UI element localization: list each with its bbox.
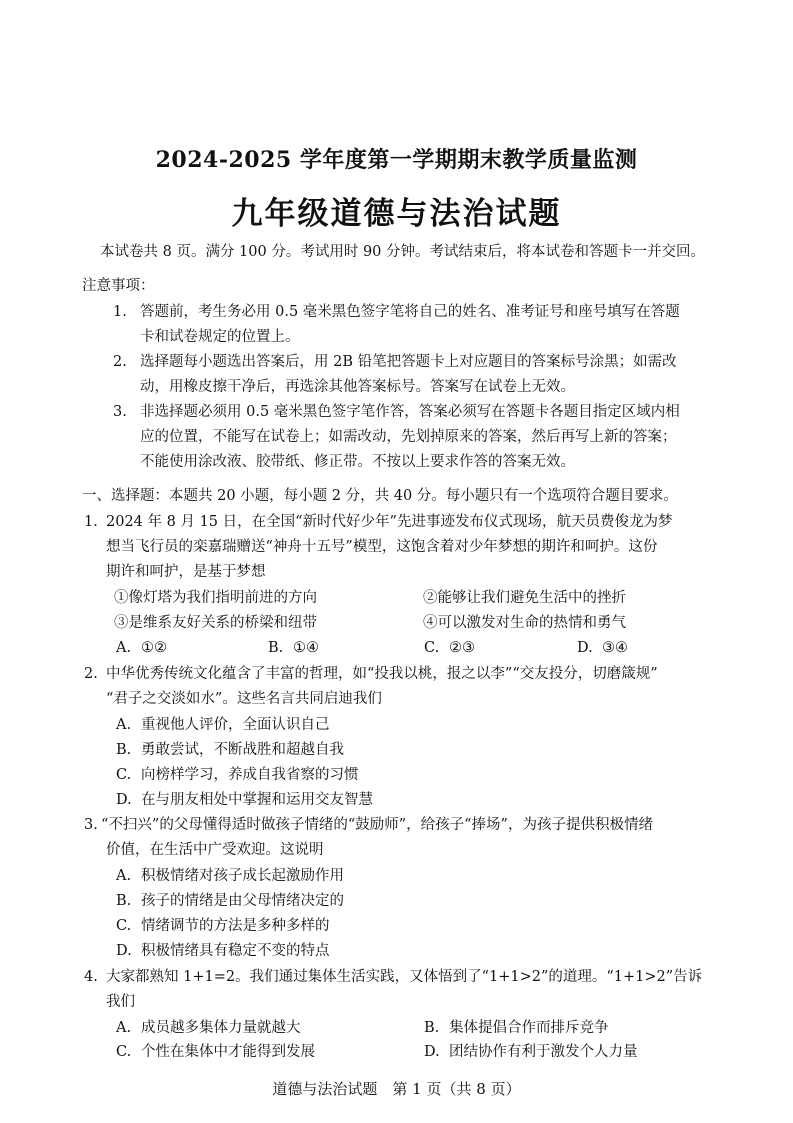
option-label: C. — [424, 640, 440, 656]
option-text: ①④ — [293, 640, 319, 656]
question-number: 1. — [84, 514, 98, 530]
question-stem-line: “不扫兴”的父母懂得适时做孩子情绪的“鼓励师”，给孩子“捧场”，为孩子提供积极情绪 — [101, 817, 653, 833]
question-stem-line: 中华优秀传统文化蕴含了丰富的哲理，如“投我以桃，报之以李”“交友投分，切磨箴规” — [106, 666, 658, 682]
option-label: C. — [116, 1044, 132, 1060]
question-stem-line: “君子之交淡如水”。这些名言共同启迪我们 — [106, 691, 382, 707]
notice-item-number: 3. — [113, 404, 127, 420]
question-number: 4. — [84, 969, 98, 985]
option-text: 成员越多集体力量就越大 — [141, 1020, 301, 1036]
option-text: 在与朋友相处中掌握和运用交友智慧 — [141, 792, 373, 808]
option-label: B. — [116, 742, 132, 758]
question-stem-line: 价值，在生活中广受欢迎。这说明 — [106, 842, 324, 858]
question-stem-line: 期许和呵护，是基于梦想 — [106, 564, 266, 580]
option-label: A. — [116, 640, 132, 656]
option-text: 团结协作有利于激发个人力量 — [449, 1044, 638, 1060]
exam-title: 2024-2025 学年度第一学期期末教学质量监测 — [155, 147, 638, 173]
option-text: 向榜样学习，养成自我省察的习惯 — [141, 767, 359, 783]
option-text: 勇敢尝试，不断战胜和超越自我 — [141, 742, 344, 758]
question-stem-line: 我们 — [106, 994, 135, 1010]
option-label: B. — [116, 893, 132, 909]
question-statement: ②能够让我们避免生活中的挫折 — [423, 590, 626, 606]
question-number: 2. — [84, 666, 98, 682]
option-label: D. — [424, 1044, 440, 1060]
notice-item-number: 2. — [113, 354, 127, 370]
option-text: ①② — [141, 640, 167, 656]
option-text: 重视他人评价，全面认识自己 — [141, 717, 330, 733]
option-label: A. — [116, 868, 132, 884]
notice-item-line: 非选择题必须用 0.5 毫米黑色签字笔作答，答案必须写在答题卡各题目指定区域内相 — [140, 404, 680, 420]
option-label: C. — [116, 918, 132, 934]
option-text: ③④ — [602, 640, 628, 656]
option-text: 孩子的情绪是由父母情绪决定的 — [141, 893, 344, 909]
question-stem-line: 想当飞行员的栾嘉瑞赠送“神舟十五号”模型，这饱含着对少年梦想的期许和呵护。这份 — [106, 539, 658, 555]
option-text: ②③ — [449, 640, 475, 656]
option-label: A. — [116, 717, 132, 733]
question-number: 3. — [84, 817, 98, 833]
option-label: D. — [577, 640, 593, 656]
page-footer: 道德与法治试题 第 1 页（共 8 页） — [272, 1080, 521, 1098]
option-label: D. — [116, 792, 132, 808]
notice-heading: 注意事项： — [82, 278, 155, 294]
notice-item-line: 不能使用涂改液、胶带纸、修正带。不按以上要求作答的答案无效。 — [140, 454, 575, 470]
option-label: A. — [116, 1020, 132, 1036]
option-text: 情绪调节的方法是多种多样的 — [141, 918, 330, 934]
notice-item-line: 选择题每小题选出答案后，用 2B 铅笔把答题卡上对应题目的答案标号涂黑；如需改 — [140, 354, 677, 370]
notice-item-line: 答题前，考生务必用 0.5 毫米黑色签字笔将自己的姓名、准考证号和座号填写在答题 — [140, 304, 680, 320]
option-text: 积极情绪对孩子成长起激励作用 — [141, 868, 344, 884]
option-text: 集体提倡合作而排斥竞争 — [449, 1020, 609, 1036]
exam-subtitle: 九年级道德与法治试题 — [231, 196, 562, 232]
question-statement: ④可以激发对生命的热情和勇气 — [423, 615, 626, 631]
option-text: 个性在集体中才能得到发展 — [141, 1044, 315, 1060]
notice-item-number: 1. — [113, 304, 127, 320]
option-label: C. — [116, 767, 132, 783]
notice-item-line: 应的位置，不能写在试卷上；如需改动，先划掉原来的答案，然后再写上新的答案； — [140, 429, 677, 445]
question-stem-line: 大家都熟知 1+1=2。我们通过集体生活实践，又体悟到了“1+1>2”的道理。“1+1>2”告诉 — [106, 969, 703, 985]
notice-item-line: 动，用橡皮擦干净后，再选涂其他答案标号。答案写在试卷上无效。 — [140, 379, 575, 395]
question-statement: ③是维系友好关系的桥梁和纽带 — [114, 615, 317, 631]
question-statement: ①像灯塔为我们指明前进的方向 — [114, 590, 317, 606]
option-label: D. — [116, 943, 132, 959]
section-heading: 一、选择题：本题共 20 小题，每小题 2 分，共 40 分。每小题只有一个选项符合题目要求。 — [82, 488, 678, 504]
option-label: B. — [268, 640, 284, 656]
notice-item-line: 卡和试卷规定的位置上。 — [140, 329, 300, 345]
question-stem-line: 2024 年 8 月 15 日，在全国“新时代好少年”先进事迹发布仪式现场，航天员费俊龙为梦 — [106, 514, 673, 530]
option-text: 积极情绪具有稳定不变的特点 — [141, 943, 330, 959]
exam-intro: 本试卷共 8 页。满分 100 分。考试用时 90 分钟。考试结束后，将本试卷和答题卡一并交回。 — [100, 244, 706, 260]
option-label: B. — [424, 1020, 440, 1036]
